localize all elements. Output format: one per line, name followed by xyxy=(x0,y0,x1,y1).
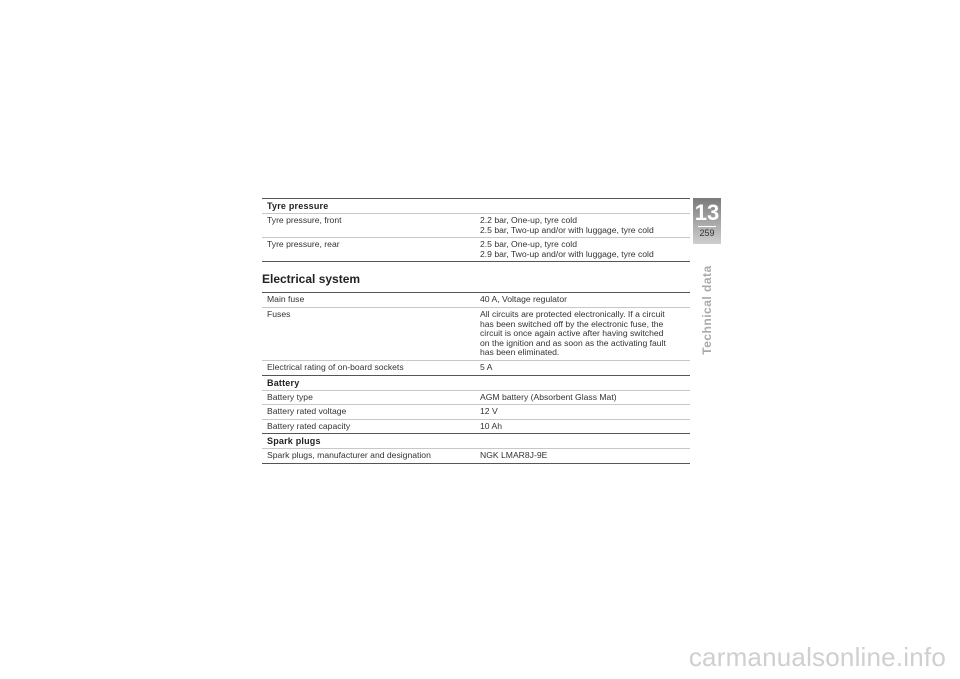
value-line: circuit is once again active after having switched xyxy=(480,328,664,339)
value-line: 2.5 bar, Two-up and/or with luggage, tyre cold xyxy=(480,224,654,235)
value-line: has been eliminated. xyxy=(480,347,560,358)
value-line: All circuits are protected electronically. If a circuit xyxy=(480,308,665,319)
table-row xyxy=(262,214,690,238)
row-label: Electrical rating of on-board sockets xyxy=(267,361,404,372)
row-value: 10 Ah xyxy=(480,420,502,431)
row-label: Battery rated voltage xyxy=(267,406,347,417)
row-value xyxy=(474,308,690,360)
row-value xyxy=(474,214,690,237)
row-label: Tyre pressure, front xyxy=(267,215,342,225)
value-line: on the ignition and as soon as the activating fault xyxy=(480,337,666,348)
value-line: has been switched off by the electronic fuse, the xyxy=(480,318,664,329)
table-row xyxy=(262,449,690,464)
row-value: AGM battery (Absorbent Glass Mat) xyxy=(480,391,617,402)
section-title: Electrical system xyxy=(262,272,690,293)
row-label: Tyre pressure, rear xyxy=(267,239,340,250)
table-row xyxy=(262,293,690,308)
table-row xyxy=(262,308,690,361)
row-value: NGK LMAR8J-9E xyxy=(480,450,548,461)
page-number: 259 xyxy=(699,228,715,238)
value-line: 2.5 bar, One-up, tyre cold xyxy=(480,239,577,250)
table-row xyxy=(262,391,690,406)
row-value: 40 A, Voltage regulator xyxy=(480,294,567,305)
row-value xyxy=(474,238,690,261)
spec-content xyxy=(262,198,690,464)
battery-heading: Battery xyxy=(262,376,690,391)
tyre-pressure-heading: Tyre pressure xyxy=(262,199,690,214)
table-row xyxy=(262,420,690,435)
spark-plugs-heading: Spark plugs xyxy=(262,434,690,449)
side-label: Technical data xyxy=(700,265,714,355)
row-value: 12 V xyxy=(480,406,498,417)
chapter-number: 13 xyxy=(694,200,720,225)
row-value: 5 A xyxy=(480,361,493,372)
row-label: Battery type xyxy=(267,391,313,402)
row-label: Fuses xyxy=(267,308,291,319)
watermark: carmanualsonline.info xyxy=(688,642,946,672)
row-label: Spark plugs, manufacturer and designation xyxy=(267,450,431,461)
table-row xyxy=(262,238,690,262)
row-label: Main fuse xyxy=(267,294,305,305)
table-row xyxy=(262,405,690,420)
row-label: Battery rated capacity xyxy=(267,420,351,431)
value-line: 2.9 bar, Two-up and/or with luggage, tyre cold xyxy=(480,248,654,259)
value-line: 2.2 bar, One-up, tyre cold xyxy=(480,215,577,225)
table-row xyxy=(262,361,690,376)
tab-divider xyxy=(698,226,716,227)
chapter-tab xyxy=(693,198,721,244)
